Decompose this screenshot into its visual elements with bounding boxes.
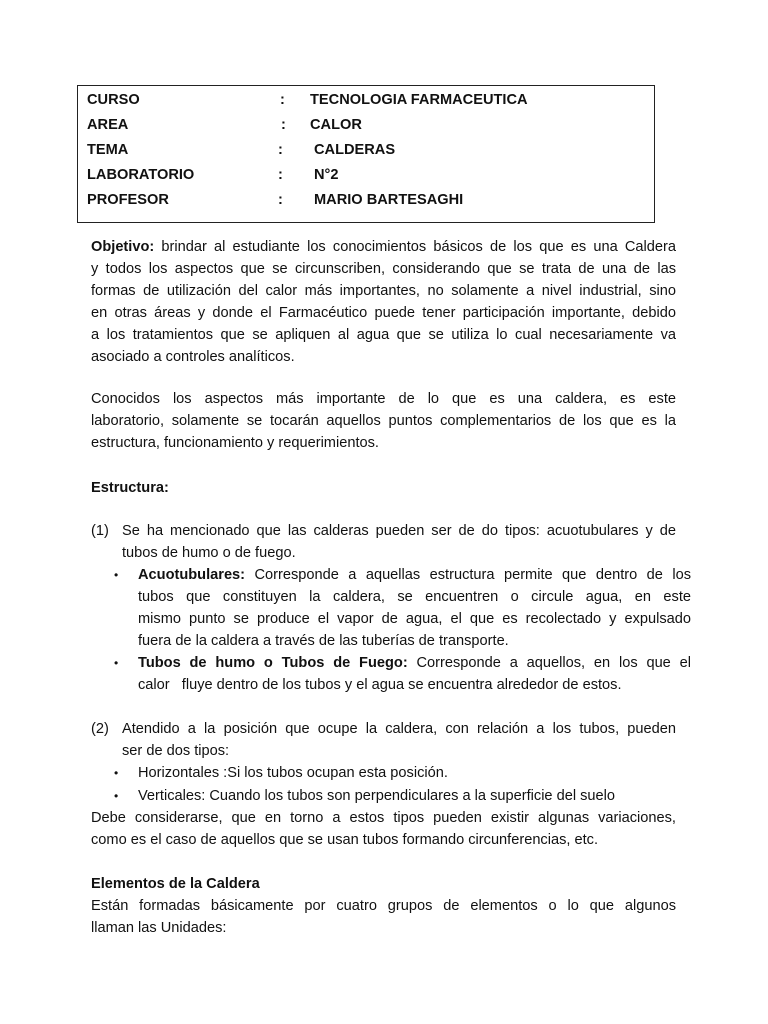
row-label: LABORATORIO	[87, 167, 195, 183]
paragraph-line: tubos que constituyen la caldera, se encuentren o circule agua, en este	[138, 589, 691, 605]
bullet-icon: •	[114, 789, 119, 803]
estructura-heading	[91, 477, 676, 499]
course-info-box	[77, 85, 655, 223]
row-label: CURSO	[87, 92, 140, 108]
paragraph-line	[138, 564, 691, 586]
bullet-text	[138, 564, 691, 652]
row-colon: :	[280, 92, 285, 108]
objetivo-label: Objetivo:	[91, 239, 155, 255]
paragraph-line: llaman las Unidades:	[91, 920, 227, 936]
paragraph-line	[91, 236, 676, 258]
item-number: (1)	[91, 523, 109, 539]
row-label: AREA	[87, 117, 129, 133]
row-label: TEMA	[87, 142, 129, 158]
bullet-icon: •	[114, 568, 119, 582]
variaciones-paragraph	[91, 807, 676, 851]
row-label: PROFESOR	[87, 192, 169, 208]
paragraph-line: laboratorio, solamente se tocarán aquellos puntos complementarios de los que es la	[91, 413, 676, 429]
row-colon: :	[281, 117, 286, 133]
row-value: CALOR	[310, 117, 362, 133]
bullet-text: Verticales: Cuando los tubos son perpendiculares a la superficie del suelo	[138, 788, 616, 804]
conocidos-paragraph	[91, 388, 676, 454]
paragraph-line: ser de dos tipos:	[122, 743, 230, 759]
paragraph-line: estructura, funcionamiento y requerimientos.	[91, 435, 379, 451]
bullet-icon: •	[114, 656, 119, 670]
row-colon: :	[278, 142, 283, 158]
bullet-term: Acuotubulares:	[138, 567, 246, 583]
paragraph-line: Debe considerarse, que en torno a estos tipos pueden existir algunas variaciones,	[91, 810, 676, 826]
bullet-text: Horizontales :Si los tubos ocupan esta posición.	[138, 765, 448, 781]
line-text: brindar al estudiante los conocimientos básicos de los que es una Caldera	[154, 239, 676, 255]
item-text	[122, 718, 676, 762]
paragraph-line: tubos de humo o de fuego.	[122, 545, 296, 561]
paragraph-line: calor fluye dentro de los tubos y el agua se encuentra alrededor de estos.	[138, 677, 622, 693]
paragraph-line: formas de utilización del calor más importantes, no solamente a nivel industrial, sino	[91, 283, 676, 299]
bullet-text	[138, 652, 691, 696]
row-value: TECNOLOGIA FARMACEUTICA	[310, 92, 528, 108]
row-colon: :	[278, 167, 283, 183]
row-value: CALDERAS	[314, 142, 396, 158]
paragraph-line	[138, 652, 691, 674]
paragraph-line: Atendido a la posición que ocupe la caldera, con relación a los tubos, pueden	[122, 721, 676, 737]
paragraph-line: fuera de la caldera a través de las tuberías de transporte.	[138, 633, 509, 649]
heading-text: Estructura:	[91, 480, 169, 496]
row-value: N°2	[314, 167, 339, 183]
paragraph-line: mismo punto se produce el vapor de agua, el que es recolectado y expulsado	[138, 611, 691, 627]
bullet-icon: •	[114, 766, 119, 780]
paragraph-line: Se ha mencionado que las calderas pueden ser de do tipos: acuotubulares y de	[122, 523, 676, 539]
paragraph-line: Están formadas básicamente por cuatro grupos de elementos o lo que algunos	[91, 898, 676, 914]
heading-text: Elementos de la Caldera	[91, 876, 260, 892]
paragraph-line: a los tratamientos que se apliquen al agua que se utiliza lo cual necesariamente va	[91, 327, 676, 343]
paragraph-line: como es el caso de aquellos que se usan tubos formando circunferencias, etc.	[91, 832, 599, 848]
item-number: (2)	[91, 721, 109, 737]
paragraph-line: asociado a controles analíticos.	[91, 349, 295, 365]
item-text	[122, 520, 676, 564]
line-text: Corresponde a aquellas estructura permite que dentro de los	[245, 567, 691, 583]
objetivo-paragraph	[91, 236, 676, 368]
elementos-heading	[91, 873, 676, 895]
elementos-paragraph	[91, 895, 676, 939]
line-text: Corresponde a aquellos, en los que el	[407, 655, 691, 671]
row-colon: :	[278, 192, 283, 208]
bullet-term: Tubos de humo o Tubos de Fuego:	[138, 655, 408, 671]
paragraph-line: Conocidos los aspectos más importante de lo que es una caldera, es este	[91, 391, 676, 407]
paragraph-line: en otras áreas y donde el Farmacéutico puede tener participación importante, debido	[91, 305, 676, 321]
row-value: MARIO BARTESAGHI	[314, 192, 464, 208]
paragraph-line: y todos los aspectos que se circunscriben, considerando que se trata de una de las	[91, 261, 676, 277]
